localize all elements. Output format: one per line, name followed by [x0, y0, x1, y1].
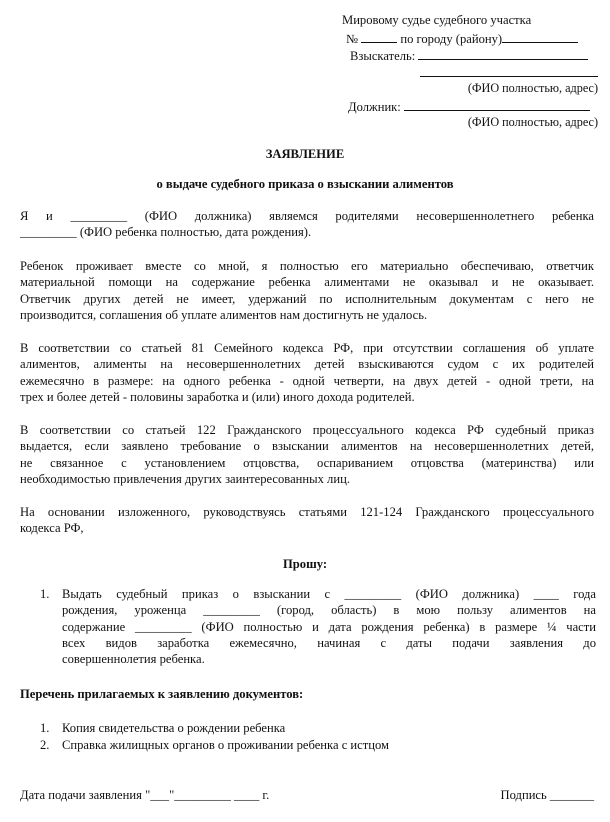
paragraph-child-support — [20, 258, 594, 323]
attachment-text: Копия свидетельства о рождении ребенка — [62, 721, 286, 735]
plaintiff-field[interactable] — [418, 46, 588, 60]
paragraph-parents — [20, 208, 594, 241]
request-line: Выдать судебный приказ о взыскании с _________ (ФИО должника) ____ года — [62, 587, 596, 601]
request-line: совершеннолетия ребенка. — [62, 652, 205, 667]
paragraph-line: Я и _________ (ФИО должника) являемся родителями несовершеннолетнего ребенка — [20, 209, 594, 223]
attachment-text: Справка жилищных органов о проживании ребенка с истцом — [62, 738, 390, 752]
list-item — [40, 737, 594, 754]
footer — [20, 787, 594, 803]
plaintiff-hint: (ФИО полностью, адрес) — [467, 81, 598, 95]
paragraph-line: алиментов, алименты на несовершеннолетних детей взыскиваются судом с их родителей — [20, 357, 594, 372]
paragraph-line: трех и более детей - половины заработка и (или) иного дохода родителей. — [20, 389, 415, 404]
plaintiff-field-2[interactable] — [420, 63, 598, 77]
paragraph-line: Ребенок проживает вместе со мной, я полностью его материально обеспечиваю, ответчик — [20, 259, 594, 273]
debtor-hint: (ФИО полностью, адрес) — [467, 115, 598, 129]
request-line: всех видов заработка ежемесячно, начиная с даты подачи заявления до — [62, 635, 596, 650]
list-number: 1. — [40, 721, 50, 735]
attachments-list — [40, 720, 594, 754]
paragraph-line: Ответчик других детей не имеет, удержаний по исполнительным документам с него не — [20, 291, 594, 306]
request-line: содержание _________ (ФИО полностью и дата рождения ребенка) в размере ¼ части — [62, 619, 596, 634]
paragraph-line: выдается, если заявлено требование о взыскании алиментов на несовершеннолетних детей, — [20, 439, 594, 454]
court-line: Мировому судье судебного участка — [342, 13, 532, 27]
paragraph-article-81 — [20, 340, 594, 405]
list-number: 2. — [40, 738, 50, 752]
paragraph-line: _________ (ФИО ребенка полностью, дата рождения). — [20, 225, 312, 240]
plaintiff-line: Взыскатель: — [342, 46, 598, 63]
paragraph-line: необходимостью привлечения других заинтересованных лиц. — [20, 471, 350, 486]
document-subtitle: о выдаче судебного приказа о взыскании алиментов — [156, 177, 454, 191]
request-heading: Прошу: — [282, 557, 328, 571]
paragraph-line: ежемесячно в размере: на одного ребенка - одной четверти, на двух детей - одной трети, на — [20, 373, 594, 388]
district-field[interactable] — [502, 29, 578, 43]
paragraph-line: На основании изложенного, руководствуясь статьями 121-124 Гражданского процессуального — [20, 505, 594, 519]
request-item — [62, 586, 596, 667]
paragraph-line: производится, соглашения об уплате алиментов нам достигнуть не удалось. — [20, 307, 428, 322]
signature-line[interactable]: Подпись _______ — [500, 788, 594, 802]
document-title: ЗАЯВЛЕНИЕ — [265, 147, 345, 161]
paragraph-line: В соответствии со статьей 81 Семейного кодекса РФ, при отсутствии соглашения об уплате — [20, 341, 594, 355]
addressee-block — [342, 12, 598, 131]
paragraph-line: кодекса РФ, — [20, 521, 84, 536]
list-item — [40, 720, 594, 737]
date-line[interactable]: Дата подачи заявления "___"_________ ____ г. — [20, 788, 270, 802]
court-number-field[interactable] — [361, 29, 397, 43]
court-number-line: № по городу (району) — [342, 29, 598, 46]
debtor-field[interactable] — [404, 97, 590, 111]
paragraph-line: В соответствии со статьей 122 Гражданского процессуального кодекса РФ судебный приказ — [20, 423, 594, 437]
paragraph-article-122 — [20, 422, 594, 487]
debtor-line: Должник: — [342, 97, 598, 114]
paragraph-line: не связанное с установлением отцовства, оспариванием отцовства (материнства) или — [20, 455, 594, 470]
attachments-heading: Перечень прилагаемых к заявлению документов: — [20, 687, 304, 701]
plaintiff-extra-line — [342, 63, 598, 80]
list-number: 1. — [40, 587, 50, 601]
paragraph-basis — [20, 504, 594, 537]
paragraph-line: материальной помощи на содержание ребенка алиментами не оказывал и не оказывает. — [20, 275, 594, 290]
request-line: рождения, уроженца _________ (город, область) в мою пользу алиментов на — [62, 603, 596, 618]
